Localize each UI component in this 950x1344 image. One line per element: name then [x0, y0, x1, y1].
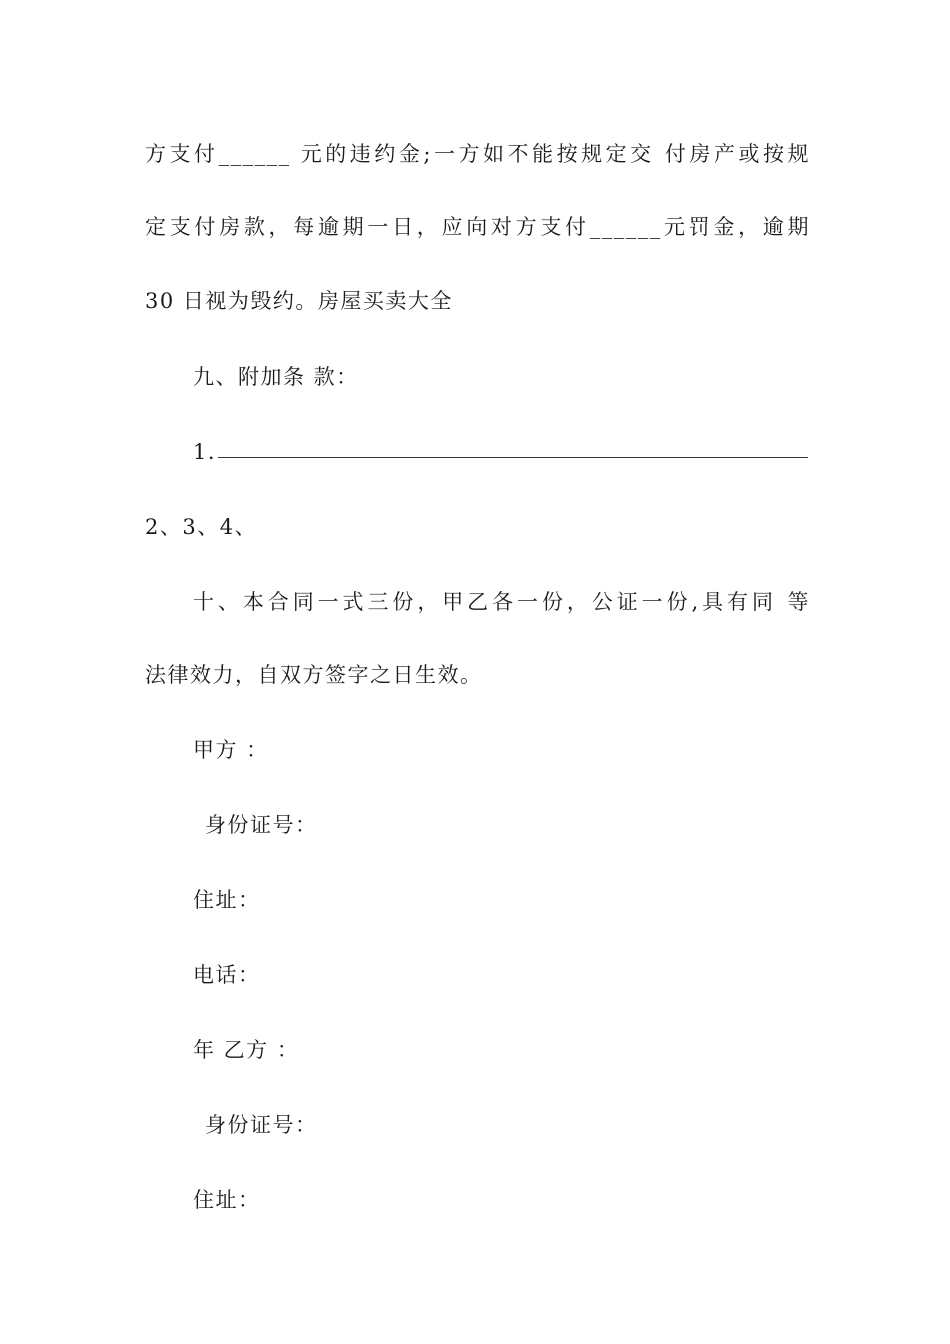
- paragraph-line-3: 30 日视为毁约。房屋买卖大全: [145, 289, 453, 313]
- clause-nine-heading: 九、附加条 款：: [193, 365, 359, 389]
- additional-term-1-blank: [218, 457, 808, 458]
- paragraph-line-2: 定支付房款，每逾期一日，应向对方支付______元罚金，逾期: [145, 215, 810, 239]
- party-a-address-label: 住址：: [193, 888, 261, 912]
- party-a-label: 甲方 ：: [193, 738, 269, 762]
- party-b-label: 年 乙方 ：: [193, 1038, 300, 1062]
- clause-ten-line-1: 十、本合同一式三份，甲乙各一份，公证一份,具有同 等: [193, 590, 810, 614]
- party-b-address-label: 住址：: [193, 1188, 261, 1212]
- additional-term-1-label: 1.: [193, 440, 217, 464]
- party-b-id-number-label: 身份证号：: [205, 1113, 318, 1137]
- party-a-id-number-label: 身份证号：: [205, 813, 318, 837]
- paragraph-line-1: 方支付______ 元的违约金;一方如不能按规定交 付房产或按规: [145, 142, 810, 166]
- party-a-phone-label: 电话：: [193, 963, 261, 987]
- additional-terms-2-4: 2、3、4、: [145, 515, 258, 539]
- clause-ten-line-2: 法律效力，自双方签字之日生效。: [145, 663, 483, 687]
